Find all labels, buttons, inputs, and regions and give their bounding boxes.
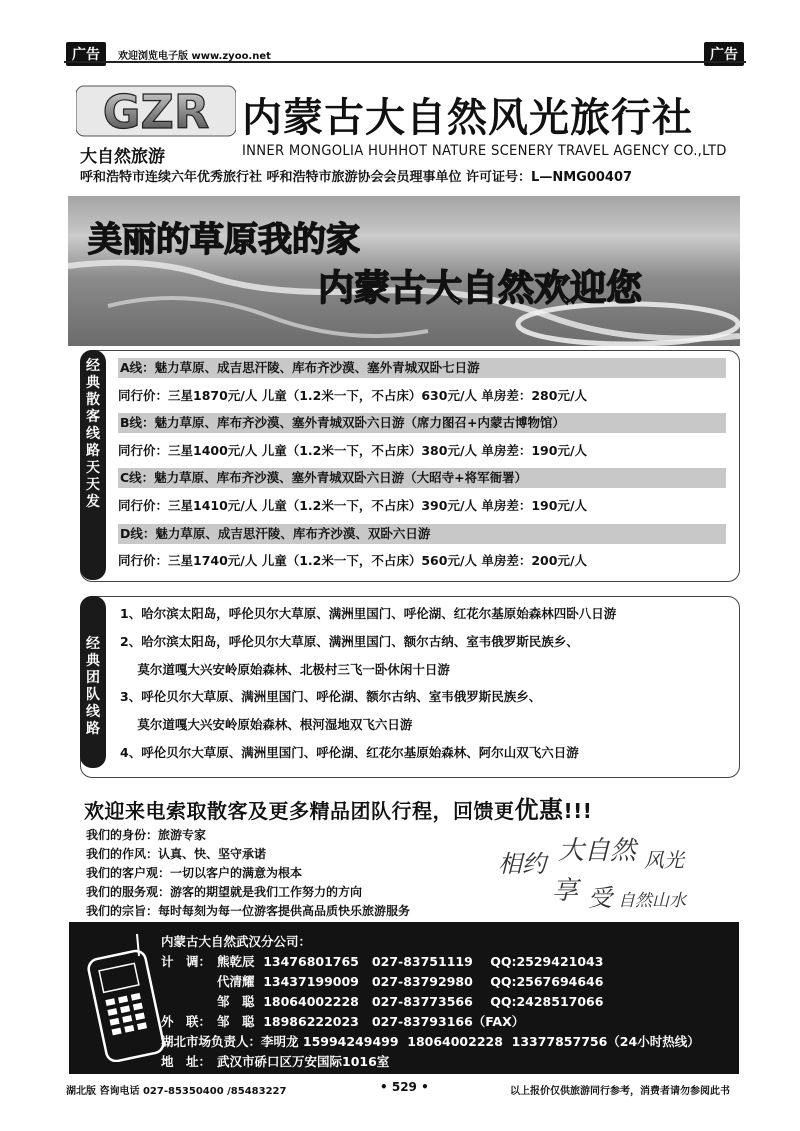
grassland-banner xyxy=(68,196,740,346)
slogan-line-2: 内蒙古大自然欢迎您 xyxy=(318,268,643,309)
contact-row xyxy=(161,1052,389,1070)
contact-box xyxy=(69,922,739,1074)
cta-tail: !!! xyxy=(563,799,593,823)
calligraphy-word-5: 受 xyxy=(588,884,612,912)
contact-row xyxy=(161,1032,700,1050)
route-price: 同行价：三星1410元/人 儿童（1.2米一下，不占床）390元/人 单房差：190元/人 xyxy=(118,498,588,513)
group-route-line: 莫尔道嘎大兴安岭原始森林、根河湿地双飞六日游 xyxy=(120,717,413,733)
contact-row xyxy=(161,952,603,970)
route-price: 同行价：三星1870元/人 儿童（1.2米一下，不占床）630元/人 单房差：280元/人 xyxy=(118,387,588,403)
group-route-line: 3、呼伦贝尔大草原、满洲里国门、呼伦湖、额尔古纳、室韦俄罗斯民族乡、 xyxy=(120,689,542,705)
route-title: D线：魅力草原、成吉思汗陵、库布齐沙漠、双卧六日游 xyxy=(118,524,726,544)
group-route-line: 4、呼伦贝尔大草原、满洲里国门、呼伦湖、红花尔基原始森林、阿尔山双飞六日游 xyxy=(120,745,579,760)
group-route-line: 1、哈尔滨太阳岛，呼伦贝尔大草原、满洲里国门、呼伦湖、红花尔基原始森林四卧八日游 xyxy=(120,606,617,621)
calligraphy-word-6: 自然山水 xyxy=(618,891,686,911)
calligraphy-word-3: 风光 xyxy=(644,848,684,872)
contact-label: 计 调： xyxy=(161,954,212,969)
slogan-line-1: 美丽的草原我的家 xyxy=(88,220,360,260)
calligraphy-slogan xyxy=(470,826,732,922)
contact-row xyxy=(161,1012,524,1030)
contact-label: 地 址： xyxy=(161,1054,212,1069)
group-route-line: 莫尔道嘎大兴安岭原始森林、北极村三飞一卧休闲十日游 xyxy=(120,661,450,677)
calligraphy-word-2: 大自然 xyxy=(558,836,637,866)
footer-left: 湖北版 咨询电话 027-85350400 /85483227 xyxy=(66,1086,287,1097)
route-title: B线：魅力草原、库布齐沙漠、塞外青城双卧六日游（席力图召+内蒙古博物馆） xyxy=(118,413,726,433)
contact-row xyxy=(161,972,603,990)
scatter-side-label: 经典散客线路天天发 xyxy=(80,350,106,580)
page-number: • 529 • xyxy=(380,1080,429,1094)
contact-value[interactable]: 李明龙 15994249499 18064002228 13377857756（24小时热线） xyxy=(261,1034,700,1049)
group-side-label: 经典团队线路 xyxy=(80,596,106,768)
value-item: 我们的身份：旅游专家 xyxy=(86,828,207,842)
agency-name-cn: 内蒙古大自然风光旅行社 xyxy=(242,95,693,141)
route-price: 同行价：三星1400元/人 儿童（1.2米一下，不占床）380元/人 单房差：190元/人 xyxy=(118,442,588,458)
gzr-logo xyxy=(76,82,236,140)
credentials-line: 呼和浩特市连续六年优秀旅行社 呼和浩特市旅游协会会员理事单位 许可证号：L—NMG00407 xyxy=(80,170,633,185)
logo-chinese-name: 大自然旅游 xyxy=(80,147,165,167)
contact-value[interactable]: 熊乾辰 13476801765 027-83751119 QQ:2529421043 xyxy=(217,954,604,969)
value-item: 我们的客户观：一切以客户的满意为根本 xyxy=(86,866,303,880)
contact-value[interactable]: 武汉市硚口区万安国际1016室 xyxy=(217,1054,390,1069)
route-title: A线：魅力草原、成吉思汗陵、库布齐沙漠、塞外青城双卧七日游 xyxy=(118,358,726,378)
route-title: C线：魅力草原、库布齐沙漠、塞外青城双卧六日游（大昭寺+将军衙署） xyxy=(118,468,726,488)
header-rule xyxy=(64,61,746,63)
ad-tag-right: 广告 xyxy=(704,42,744,66)
logo-graphic xyxy=(76,82,236,140)
contact-label: 湖北市场负责人： xyxy=(161,1034,262,1049)
mobile-phone-icon xyxy=(87,932,167,1062)
page-number-value: 529 xyxy=(391,1080,417,1094)
cta-emphasis: 优惠 xyxy=(514,796,564,824)
calligraphy-word-4: 享 xyxy=(552,876,579,906)
calligraphy-word-1: 相约 xyxy=(498,850,546,878)
value-item: 我们的服务观：游客的期望就是我们工作努力的方向 xyxy=(86,885,363,899)
site-url-text[interactable]: 欢迎浏览电子版 www.zyoo.net xyxy=(118,51,271,62)
contact-title: 内蒙古大自然武汉分公司： xyxy=(161,934,312,949)
call-to-action xyxy=(84,790,592,825)
contact-row xyxy=(161,992,603,1010)
svg-text:GZR: GZR xyxy=(102,85,210,139)
value-item: 我们的作风：认真、快、坚守承诺 xyxy=(86,847,267,861)
value-item: 我们的宗旨：每时每刻为每一位游客提供高品质快乐旅游服务 xyxy=(86,904,411,918)
route-price: 同行价：三星1740元/人 儿童（1.2米一下，不占床）560元/人 单房差：200元/人 xyxy=(118,553,588,569)
ad-tag-left: 广告 xyxy=(66,42,106,66)
contact-value[interactable]: 代清耀 13437199009 027-83792980 QQ:2567694646 xyxy=(217,974,604,989)
contact-label: 外 联： xyxy=(161,1014,212,1029)
group-route-line: 2、哈尔滨太阳岛，呼伦贝尔大草原、满洲里国门、额尔古纳、室韦俄罗斯民族乡、 xyxy=(120,633,579,649)
contact-value[interactable]: 邹 聪 18064002228 027-83773566 QQ:2428517066 xyxy=(217,994,604,1009)
cta-main: 欢迎来电索取散客及更多精品团队行程，回馈更 xyxy=(84,799,515,823)
contact-value[interactable]: 邹 聪 18986222023 027-83793166（FAX） xyxy=(217,1014,525,1029)
footer-right: 以上报价仅供旅游同行参考，消费者请勿参阅此书 xyxy=(510,1086,730,1097)
agency-name-en: INNER MONGOLIA HUHHOT NATURE SCENERY TRAVEL AGENCY CO.,LTD xyxy=(242,143,727,159)
